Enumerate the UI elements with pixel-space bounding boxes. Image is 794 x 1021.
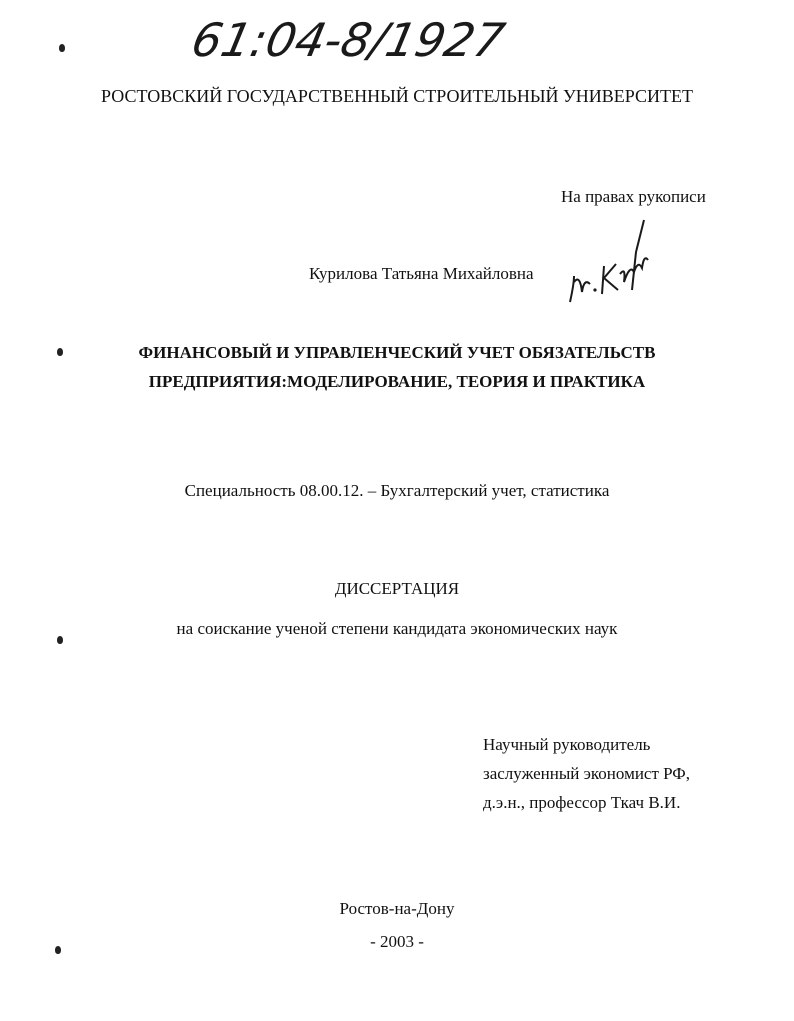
- manuscript-rights: На правах рукописи: [561, 187, 706, 206]
- author-name: Курилова Татьяна Михайловна: [309, 264, 534, 283]
- degree-purpose: на соискание ученой степени кандидата экономических наук: [176, 619, 618, 638]
- year: - 2003 -: [370, 932, 424, 951]
- university-name: РОСТОВСКИЙ ГОСУДАРСТВЕННЫЙ СТРОИТЕЛЬНЫЙ УНИВЕРСИТЕТ: [101, 86, 693, 106]
- supervisor-name: д.э.н., профессор Ткач В.И.: [483, 793, 681, 812]
- supervisor-heading: Научный руководитель: [483, 735, 651, 754]
- margin-mark: [59, 44, 65, 52]
- specialty: Специальность 08.00.12. – Бухгалтерский учет, статистика: [184, 481, 610, 500]
- supervisor-title: заслуженный экономист РФ,: [483, 764, 690, 783]
- author-signature: [560, 212, 670, 312]
- document-type: ДИССЕРТАЦИЯ: [334, 579, 460, 598]
- city: Ростов-на-Дону: [339, 899, 455, 918]
- dissertation-title-line-2: ПРЕДПРИЯТИЯ:МОДЕЛИРОВАНИЕ, ТЕОРИЯ И ПРАКТИКА: [148, 372, 646, 391]
- handwritten-archive-number: [187, 6, 510, 70]
- dissertation-title-line-1: ФИНАНСОВЫЙ И УПРАВЛЕНЧЕСКИЙ УЧЕТ ОБЯЗАТЕЛЬСТВ: [138, 343, 656, 362]
- archive-number-text: 61:04-8/1927: [187, 13, 510, 67]
